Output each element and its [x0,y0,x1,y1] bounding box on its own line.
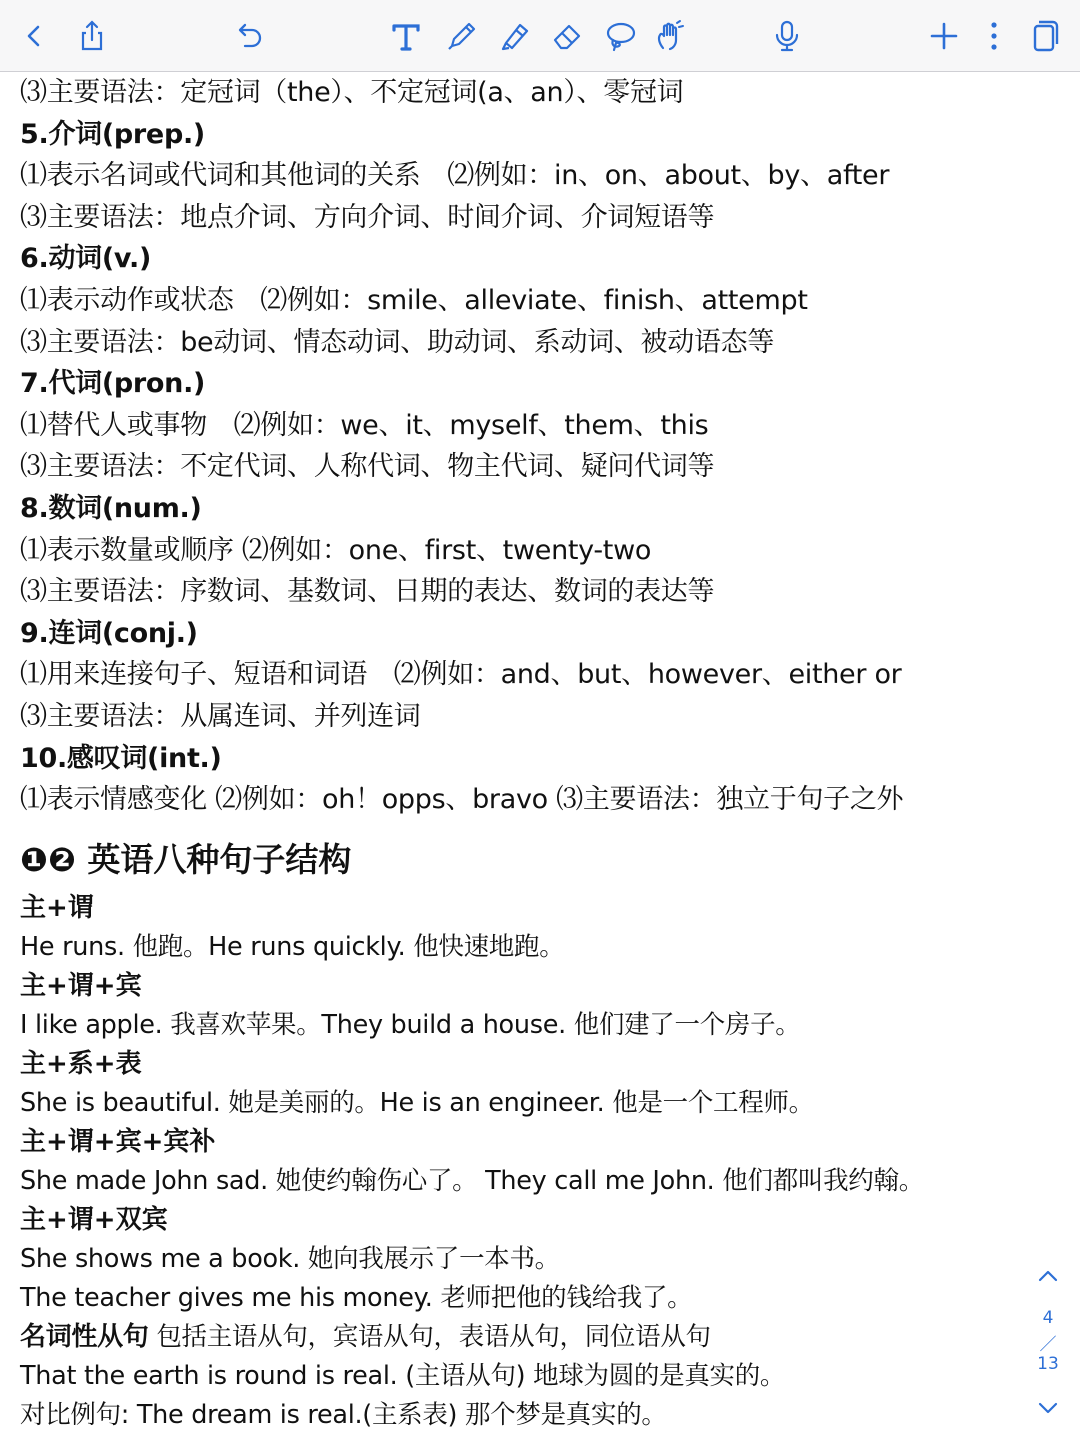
text-line: ⑶主要语法：be动词、情态动词、助动词、系动词、被动语态等 [20,326,775,358]
add-icon[interactable] [922,14,966,58]
section-heading: 6.动词(v.) [20,243,151,275]
current-page: 4 [1042,1308,1054,1328]
section-heading: 8.数词(num.) [20,492,202,524]
clause-label: 名词性从句 [20,1321,149,1352]
example-sentence: That the earth is round is real. (主语从句) 地球为圆的是真实的。 [20,1360,786,1391]
page-down-icon[interactable] [1034,1398,1062,1418]
total-pages: 13 [1037,1354,1059,1374]
text-line: ⑶主要语法：地点介词、方向介词、时间介词、介词短语等 [20,201,715,233]
pen-icon[interactable] [440,14,484,58]
section-heading: 5.介词(prep.) [20,118,205,150]
microphone-icon[interactable] [765,14,809,58]
top-toolbar [0,0,1080,72]
back-chevron-icon[interactable] [12,14,56,58]
page-up-icon[interactable] [1034,1266,1062,1286]
text-line: ⑴表示动作或状态 ⑵例如：smile、alleviate、finish、attempt [20,284,808,316]
example-sentence: The teacher gives me his money. 老师把他的钱给我了。 [20,1282,693,1313]
pages-icon[interactable] [1022,14,1066,58]
example-sentence: She is beautiful. 她是美丽的。He is an engineer. 他是一个工程师。 [20,1087,814,1118]
example-sentence: She shows me a book. 她向我展示了一本书。 [20,1243,560,1274]
section-heading: 10.感叹词(int.) [20,742,222,774]
text-line: ⑶主要语法：从属连词、并列连词 [20,700,421,732]
section-heading: 9.连词(conj.) [20,617,198,649]
text-line: ⑶主要语法：不定代词、人称代词、物主代词、疑问代词等 [20,451,715,483]
note-content [20,72,1020,1435]
page-separator: ／ [1039,1335,1057,1355]
hand-icon[interactable] [648,14,692,58]
text-line: ⑴表示数量或顺序 ⑵例如：one、first、twenty-two [20,534,652,566]
section-heading: 7.代词(pron.) [20,368,206,400]
structure-label: 主+系+表 [20,1048,142,1079]
lasso-icon[interactable] [598,14,642,58]
structure-label: 主+谓 [20,892,94,923]
page-navigator [1024,1258,1072,1428]
section-title: ❶❷ 英语八种句子结构 [20,839,352,879]
text-line: ⑶主要语法：序数词、基数词、日期的表达、数词的表达等 [20,576,715,608]
more-icon[interactable] [972,14,1016,58]
example-sentence: I like apple. 我喜欢苹果。They build a house. 他们建了一个房子。 [20,1009,801,1040]
structure-label: 主+谓+宾+宾补 [20,1126,216,1157]
text-line: ⑶主要语法：定冠词（the）、不定冠词(a、an）、零冠词 [20,77,684,108]
text-line: ⑴表示情感变化 ⑵例如：oh！opps、bravo ⑶主要语法：独立于句子之外 [20,784,904,816]
eraser-icon[interactable] [545,14,589,58]
share-icon[interactable] [70,14,114,58]
text-tool-icon[interactable] [384,14,428,58]
structure-label: 主+谓+宾 [20,970,142,1001]
text-line: ⑴用来连接句子、短语和词语 ⑵例如：and、but、however、either or [20,659,902,691]
structure-label: 主+谓+双宾 [20,1204,168,1235]
example-sentence: She made John sad. 她使约翰伤心了。 They call me John. 他们都叫我约翰。 [20,1165,924,1196]
text-line: ⑴替代人或事物 ⑵例如：we、it、myself、them、this [20,409,709,441]
example-sentence: He runs. 他跑。He runs quickly. 他快速地跑。 [20,931,565,962]
highlighter-icon[interactable] [493,14,537,58]
clause-line [20,1318,1020,1357]
clause-desc: 包括主语从句，宾语从句，表语从句，同位语从句 [148,1321,711,1352]
text-line: ⑴表示名词或代词和其他词的关系 ⑵例如：in、on、about、by、after [20,160,890,192]
undo-icon[interactable] [227,14,271,58]
example-sentence: 对比例句: The dream is real.(主系表) 那个梦是真实的。 [20,1399,667,1430]
